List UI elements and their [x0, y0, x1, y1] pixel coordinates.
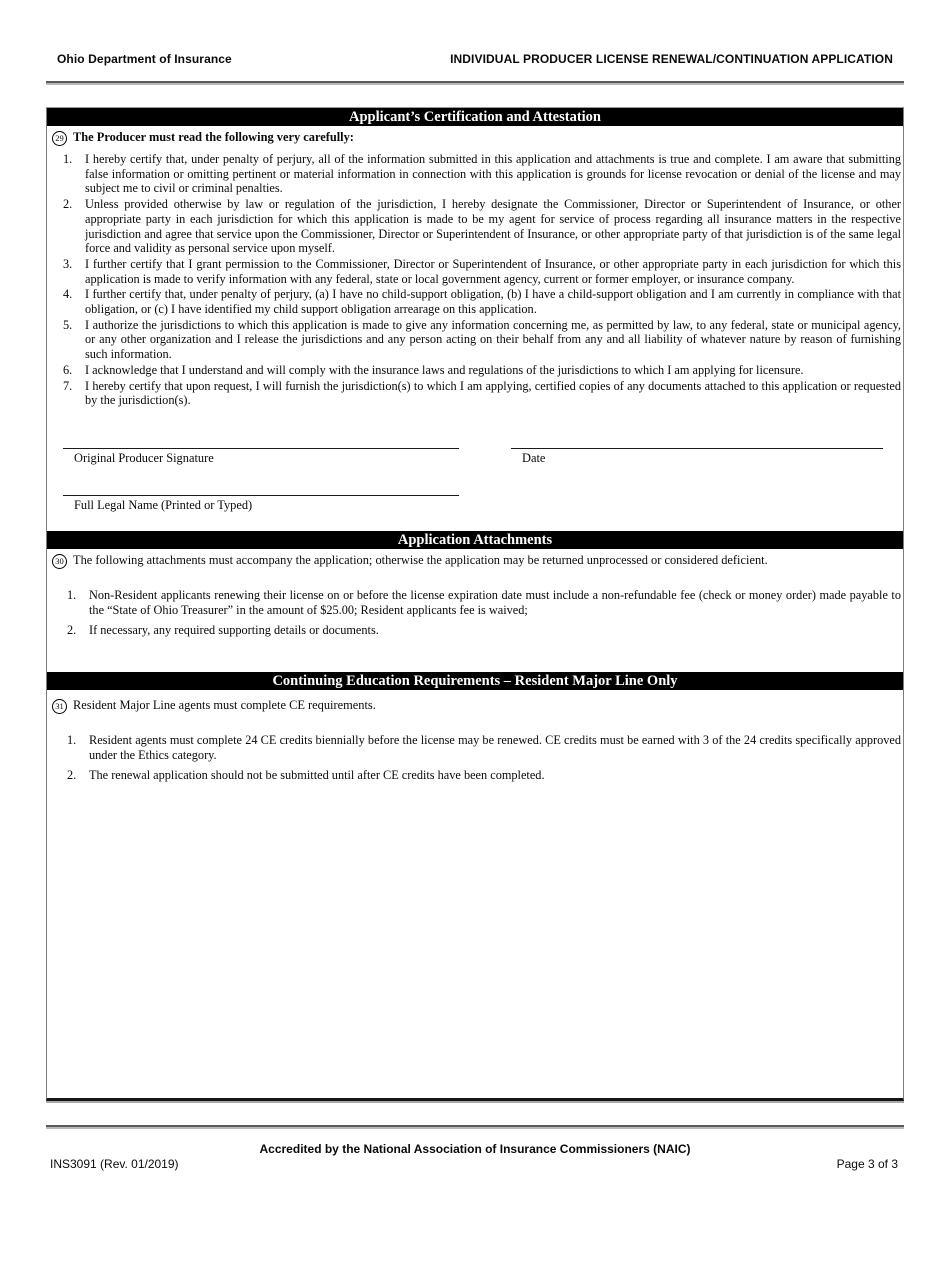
attachments-item-2: [47, 623, 903, 638]
footer-row: [50, 1157, 898, 1171]
signature-row: [47, 448, 903, 466]
ce-item-1: [47, 733, 903, 762]
item-number: 4.: [63, 287, 73, 302]
item-number: 2.: [67, 623, 77, 638]
accreditation-note: Accredited by the National Association of Insurance Commissioners (NAIC): [259, 1142, 691, 1156]
certification-item-4: [47, 287, 903, 316]
item-number-badge-31: 31: [52, 699, 67, 714]
signature-field: [63, 448, 459, 466]
certification-item-2: [47, 197, 903, 256]
attachments-lead-row: [47, 549, 903, 569]
item-number: 1.: [67, 587, 77, 602]
certification-list: [47, 152, 903, 408]
ce-lead: Resident Major Line agents must complete CE requirements.: [73, 698, 376, 713]
certification-item-1: [47, 152, 903, 196]
item-text: I further certify that I grant permission to the Commissioner, Director or Superintendent of Insurance, or other appropriate party in each jurisdiction for which this application is made to verify information with any federal, state or local government agency, current or former employer, or insurance company.: [85, 256, 901, 286]
item-text: I further certify that, under penalty of perjury, (a) I have no child-support obligation, (b) I have a child-support obligation and I am currently in compliance with that obligation, or (c) I have identified my child support obligation arrearage on this application.: [85, 287, 901, 317]
item-number: 7.: [63, 378, 73, 393]
form-title: INDIVIDUAL PRODUCER LICENSE RENEWAL/CONTINUATION APPLICATION: [450, 52, 893, 66]
item-text: I hereby certify that upon request, I will furnish the jurisdiction(s) to which I am applying, certified copies of any documents attached to this application or requested by the jurisdiction(s).: [85, 378, 901, 408]
certification-item-7: [47, 379, 903, 408]
certification-item-5: [47, 318, 903, 362]
section-title-certification: Applicant’s Certification and Attestation: [47, 108, 903, 126]
item-text: Non-Resident applicants renewing their license on or before the license expiration date must include a non-refundable fee (check or money order) made payable to the “State of Ohio Treasurer” in the amount of $25.00; Resident applicants fee is waived;: [89, 587, 901, 617]
attachments-lead: The following attachments must accompany the application; otherwise the application may be returned unprocessed or considered deficient.: [73, 552, 768, 567]
item-number: 6.: [63, 362, 73, 377]
date-field: [511, 448, 883, 466]
item-text: I hereby certify that, under penalty of perjury, all of the information submitted in this application and attachments is true and complete. I am aware that submitting false information or omitting pertinent or material information in connection with this application is grounds for license revocation or denial of the license and may subject me to civil or criminal penalties.: [85, 152, 901, 196]
item-number: 2.: [63, 197, 73, 212]
item-number-badge-30: 30: [52, 554, 67, 569]
page-header: [57, 52, 893, 66]
legal-name-row: [47, 495, 903, 513]
item-text: Unless provided otherwise by law or regulation of the jurisdiction, I hereby designate the Commissioner, Director or Superintendent of Insurance, or other appropriate party in each jurisdiction for which this application is made to be my agent for service of process regarding all insurance matters in the respective jurisdiction and agree that service upon the Commissioner, Director or Superintendent of Insurance, or other appropriate party of that jurisdiction is of the same legal force and validity as personal service upon myself.: [85, 197, 901, 256]
agency-name: Ohio Department of Insurance: [57, 52, 232, 66]
certification-item-6: [47, 363, 903, 378]
ce-list: [47, 733, 903, 783]
item-text: The renewal application should not be submitted until after CE credits have been completed.: [89, 768, 545, 783]
legal-name-field: [63, 495, 459, 513]
form-number: INS3091 (Rev. 01/2019): [50, 1157, 179, 1171]
item-text: I authorize the jurisdictions to which this application is made to give any information concerning me, as permitted by law, to any federal, state or municipal agency, or any other organization and I release the jurisdictions and any person acting on their behalf from any and all liability of whatever nature by reason of furnishing such information.: [85, 317, 901, 362]
ce-lead-row: [47, 690, 903, 714]
item-number: 3.: [63, 256, 73, 271]
ce-item-2: [47, 768, 903, 783]
legal-name-label: Full Legal Name (Printed or Typed): [74, 497, 253, 512]
attachments-list: [47, 588, 903, 638]
item-text: Resident agents must complete 24 CE credits biennially before the license may be renewed. CE credits must be earned with 3 of the 24 credits specifically approved under the Ethics category.: [89, 733, 901, 762]
date-label: Date: [522, 450, 546, 465]
certification-lead-row: [47, 126, 903, 146]
section-attachments: [47, 549, 903, 672]
item-number: 1.: [63, 152, 73, 166]
form-body: [46, 107, 904, 1101]
item-number: 2.: [67, 768, 77, 783]
item-number: 5.: [63, 317, 73, 332]
item-number-badge-29: 29: [52, 131, 67, 146]
footer-rule: [46, 1125, 904, 1129]
section-title-attachments: Application Attachments: [47, 531, 903, 549]
attachments-item-1: [47, 588, 903, 617]
certification-item-3: [47, 257, 903, 286]
item-text: I acknowledge that I understand and will comply with the insurance laws and regulations of the jurisdictions to which I am applying for licensure.: [85, 362, 804, 377]
item-text: If necessary, any required supporting details or documents.: [89, 623, 379, 638]
section-continuing-education: [47, 690, 903, 1098]
header-rule: [46, 81, 904, 85]
item-number: 1.: [67, 733, 77, 748]
section-certification: [47, 126, 903, 531]
signature-label: Original Producer Signature: [74, 450, 214, 465]
section-title-continuing-education: Continuing Education Requirements – Resident Major Line Only: [47, 672, 903, 690]
certification-lead: The Producer must read the following very carefully:: [73, 130, 354, 144]
page-indicator: Page 3 of 3: [836, 1157, 898, 1171]
